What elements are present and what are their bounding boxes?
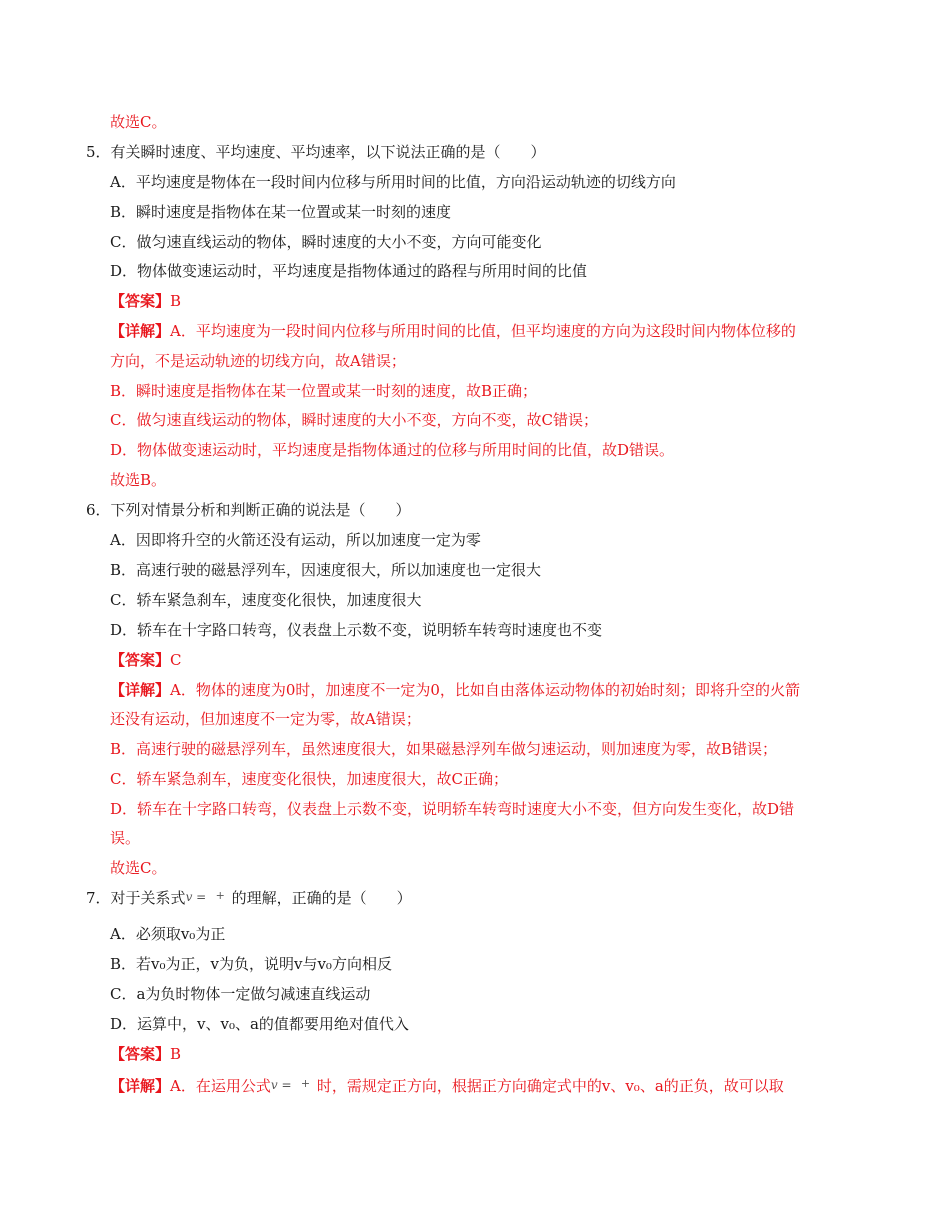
q6-stem bbox=[86, 500, 411, 520]
q7-formula-plus: + bbox=[215, 889, 225, 902]
q6-answer-value: C bbox=[170, 651, 182, 669]
q6-answer bbox=[110, 650, 182, 670]
q7-detail-after: 时，需规定正方向，根据正方向确定式中的v、v₀、a的正负，故可以取 bbox=[316, 1077, 784, 1095]
q5-option-c: C．做匀速直线运动的物体，瞬时速度的大小不变，方向可能变化 bbox=[110, 233, 542, 251]
q5-detail-line-5: D．物体做变速运动时，平均速度是指物体通过的位移与所用时间的比值，故D错误。 bbox=[110, 441, 675, 459]
q6-detail-line-3: B．高速行驶的磁悬浮列车，虽然速度很大，如果磁悬浮列车做匀速运动，则加速度为零，故B错误； bbox=[110, 740, 778, 758]
q7-option-d: D．运算中，v、v₀、a的值都要用绝对值代入 bbox=[110, 1015, 409, 1033]
q6-detail-line-1 bbox=[110, 680, 800, 700]
q6-detail-line-5: D．轿车在十字路口转弯，仪表盘上示数不变，说明轿车转弯时速度大小不变，但方向发生变化，故D错 bbox=[110, 800, 795, 818]
q5-option-d: D．物体做变速运动时，平均速度是指物体通过的路程与所用时间的比值 bbox=[110, 262, 588, 280]
q4-conclusion: 故选C。 bbox=[110, 113, 167, 131]
q6-option-c: C．轿车紧急刹车，速度变化很快，加速度很大 bbox=[110, 591, 422, 609]
q7-option-a: A．必须取v₀为正 bbox=[110, 925, 226, 943]
q5-option-a: A．平均速度是物体在一段时间内位移与所用时间的比值，方向沿运动轨迹的切线方向 bbox=[110, 173, 676, 191]
q7-answer bbox=[110, 1044, 181, 1064]
q6-option-d: D．轿车在十字路口转弯，仪表盘上示数不变，说明轿车转弯时速度也不变 bbox=[110, 621, 603, 639]
q7-option-c: C．a为负时物体一定做匀减速直线运动 bbox=[110, 985, 371, 1003]
q7-formula bbox=[186, 889, 232, 905]
q5-detail-text-1: A．平均速度为一段时间内位移与所用时间的比值，但平均速度的方向为这段时间内物体位移的 bbox=[170, 322, 796, 340]
q7-detail-formula-plus: + bbox=[300, 1077, 311, 1090]
q6-detail-text-1: A．物体的速度为0时，加速度不一定为0，比如自由落体运动物体的初始时刻；即将升空的火箭 bbox=[170, 681, 800, 699]
q7-detail-formula bbox=[271, 1077, 317, 1093]
q7-detail-line-1 bbox=[110, 1076, 784, 1096]
q6-number: 6． bbox=[86, 501, 111, 519]
q6-stem-text: 下列对情景分析和判断正确的说法是（ ） bbox=[110, 501, 411, 519]
q7-answer-label: 【答案】 bbox=[110, 1045, 171, 1063]
q5-stem bbox=[86, 142, 546, 162]
q7-stem-before: 对于关系式 bbox=[110, 889, 186, 907]
q5-conclusion: 故选B。 bbox=[110, 471, 167, 489]
q6-detail-line-2: 还没有运动，但加速度不一定为零，故A错误； bbox=[110, 710, 421, 728]
q7-detail-label: 【详解】 bbox=[110, 1077, 171, 1095]
q6-option-a: A．因即将升空的火箭还没有运动，所以加速度一定为零 bbox=[110, 531, 481, 549]
q6-detail-label: 【详解】 bbox=[110, 681, 171, 699]
q5-answer-value: B bbox=[170, 292, 182, 310]
q7-detail-formula-v: v = bbox=[270, 1078, 292, 1092]
q7-stem-after: 的理解，正确的是（ ） bbox=[231, 889, 412, 907]
q7-answer-value: B bbox=[170, 1045, 182, 1063]
q5-option-b: B．瞬时速度是指物体在某一位置或某一时刻的速度 bbox=[110, 203, 452, 221]
q5-answer bbox=[110, 291, 181, 311]
q7-detail-before: A．在运用公式 bbox=[170, 1077, 271, 1095]
q7-number: 7． bbox=[86, 889, 111, 907]
q5-detail-label: 【详解】 bbox=[110, 322, 171, 340]
q5-answer-label: 【答案】 bbox=[110, 292, 171, 310]
q5-detail-line-4: C．做匀速直线运动的物体，瞬时速度的大小不变，方向不变，故C错误； bbox=[110, 411, 598, 429]
q7-formula-v: v = bbox=[185, 890, 207, 904]
q5-detail-line-3: B．瞬时速度是指物体在某一位置或某一时刻的速度，故B正确； bbox=[110, 382, 538, 400]
q6-answer-label: 【答案】 bbox=[110, 651, 171, 669]
q5-detail-line-2: 方向，不是运动轨迹的切线方向，故A错误； bbox=[110, 352, 406, 370]
q7-option-b: B．若v₀为正，v为负，说明v与v₀方向相反 bbox=[110, 955, 392, 973]
q5-number: 5． bbox=[86, 143, 111, 161]
q5-detail-line-1 bbox=[110, 321, 796, 341]
q6-detail-line-6: 误。 bbox=[110, 829, 141, 847]
q6-option-b: B．高速行驶的磁悬浮列车，因速度很大，所以加速度也一定很大 bbox=[110, 561, 542, 579]
q7-stem bbox=[86, 888, 412, 908]
q6-detail-line-4: C．轿车紧急刹车，速度变化很快，加速度很大，故C正确； bbox=[110, 770, 508, 788]
q5-stem-text: 有关瞬时速度、平均速度、平均速率，以下说法正确的是（ ） bbox=[110, 143, 546, 161]
q6-conclusion: 故选C。 bbox=[110, 859, 167, 877]
